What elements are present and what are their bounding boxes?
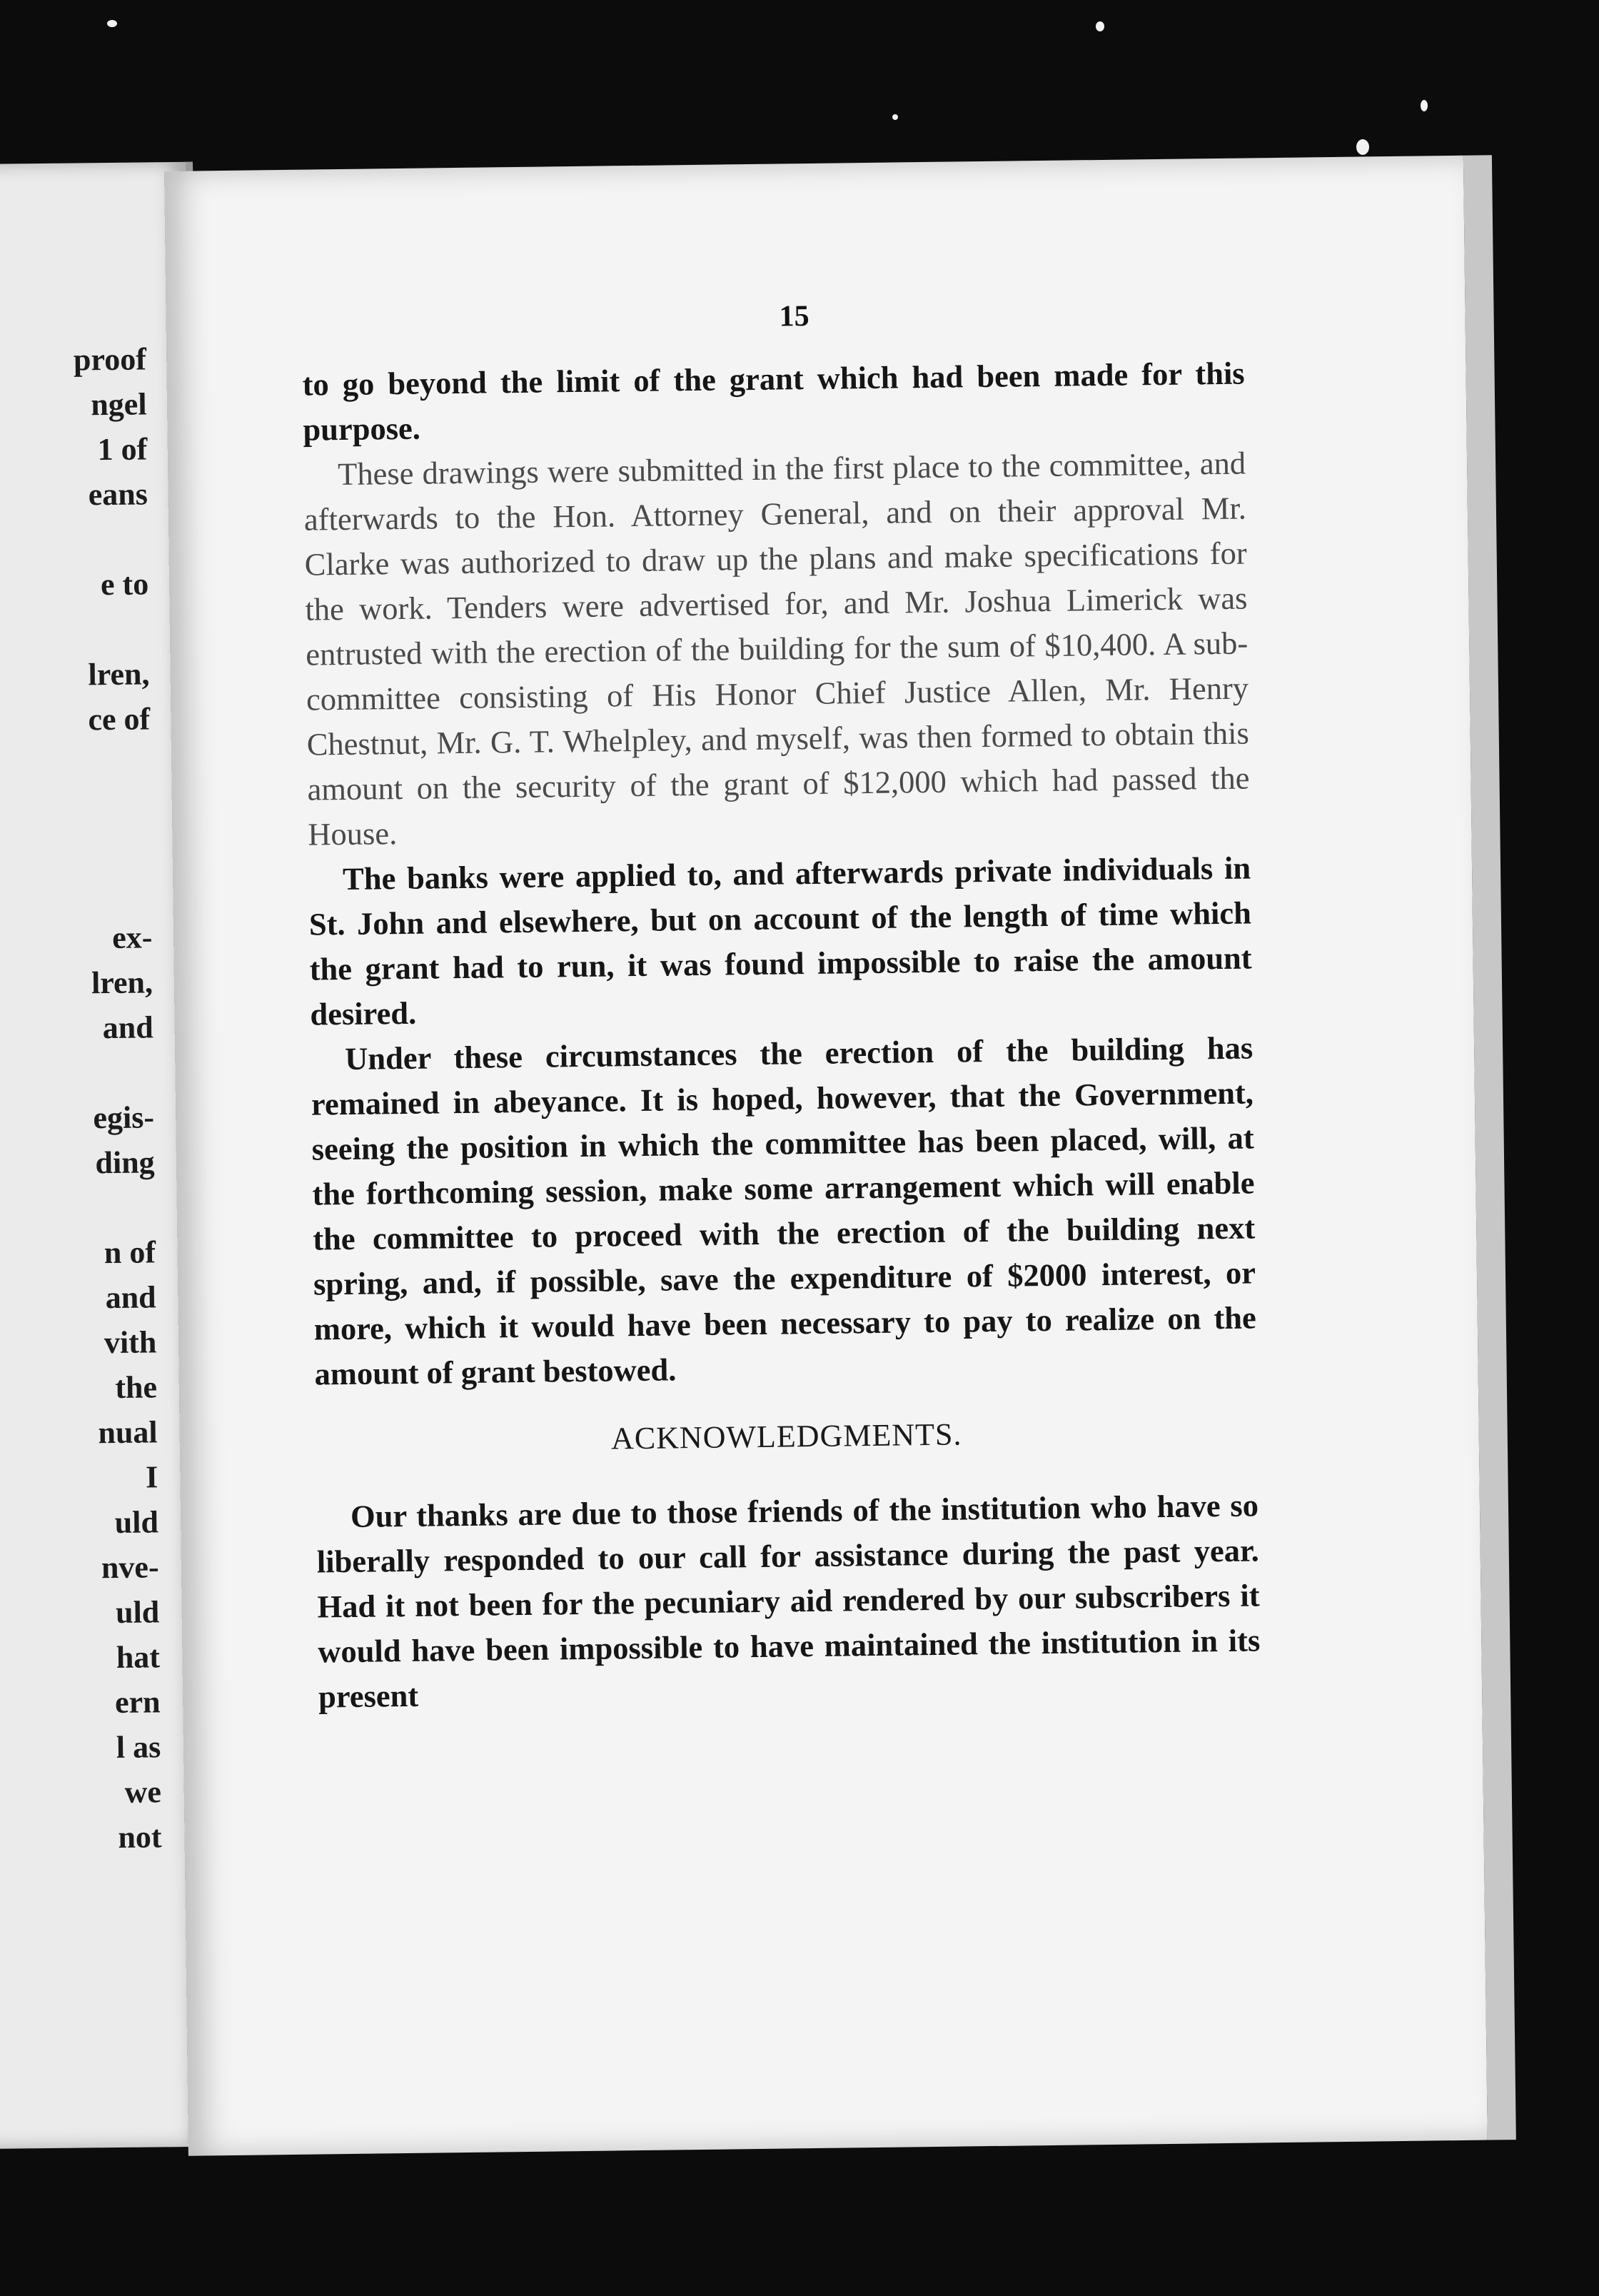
left-page-fragment: egis- [93,1099,155,1136]
paragraph: These drawings were submitted in the first place to the committee, and afterwards to the Hon. Attorney General, and on their approval Mr. Clarke was authorized to draw up the plans and make specifications for the work. Tenders were advertised for, and Mr. Joshua Limerick was entrusted with the erection of the building for the sum of $10,400. A sub-committee consisting of His Honor Chief Justice Allen, Mr. Henry Chestnut, Mr. G. T. Whelpley, and myself, was then formed to obtain this amount on the security of the grant of $12,000 which had passed the House. [303,445,1250,852]
left-page-fragment: ex- [111,920,153,955]
paragraph: The banks were applied to, and afterwards private individuals in St. John and elsewhere, but on account of the length of time which the grant had to run, it was found impossible to raise the amount desired. [308,850,1252,1032]
dust-speck [1356,139,1369,155]
left-page-fragment: ce of [88,701,151,737]
left-page-fragment: uld [114,1504,159,1541]
left-page-fragment: lren, [88,656,150,693]
left-page-fragment: and [105,1279,156,1316]
dust-speck [892,114,898,120]
right-page [164,156,1488,2156]
left-page-fragment: I [145,1459,158,1495]
left-page-fragment: nual [98,1414,158,1451]
left-page-fragment: e to [100,566,149,603]
left-page-fragment: lren, [91,965,153,1001]
left-page-fragment: vith [104,1324,157,1361]
dust-speck [107,20,117,27]
left-page-fragment: ding [95,1144,155,1181]
left-page-fragment: ngel [91,386,147,423]
left-page-fragment: not [118,1819,162,1855]
section-heading: ACKNOWLEDGMENTS. [610,1416,962,1456]
left-page-fragment: nve- [101,1549,159,1586]
paragraph: Under these circumstances the erection of the building has remained in abeyance. It is hoped, however, that the Government, seeing the position in which the committee has been placed, will, at the forthcoming session, make some arrangement which will enable the committee to proceed with the erection of the building next spring, and, if possible, save the expenditure of $2000 interest, or more, which it would have been necessary to pay to realize on the amount of grant bestowed. [311,1029,1257,1392]
left-page-fragment: hat [116,1639,161,1675]
dust-speck [1421,100,1428,111]
page-edge [1463,155,1516,2140]
dust-speck [1096,21,1104,31]
left-page-fragment: l as [116,1729,161,1765]
left-page-fragment: ern [114,1684,161,1721]
left-page-fragment: eans [88,476,148,513]
left-page-fragment: 1 of [97,431,148,468]
left-page-fragment: n of [104,1234,156,1271]
paragraph: Our thanks are due to those friends of the institution who have so liberally responded to our call for assistance during the past year. Had it not been for the pecuniary aid rendered by our subscribers it would have been impossible to have maintained the institution in its present [316,1487,1261,1715]
left-page-fragment: and [102,1009,153,1046]
left-page-fragment: uld [115,1594,160,1630]
paragraph: to go beyond the limit of the grant which had been made for this purpose. [302,355,1245,448]
page-number: 15 [779,299,809,333]
left-page-fragment: proof [73,341,147,378]
left-page-fragment: the [115,1369,158,1405]
body-text [302,351,1261,1720]
left-page-fragment: we [124,1774,162,1810]
